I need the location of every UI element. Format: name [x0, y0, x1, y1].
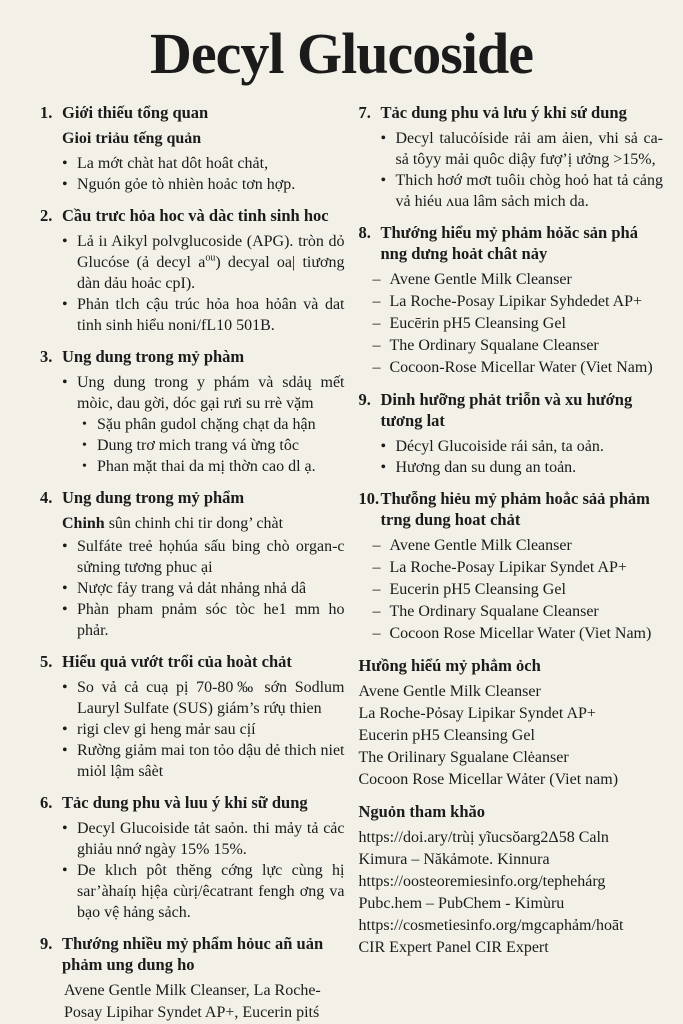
dash-item: – La Roche-Posay Lipikar Syhdedet AP+ — [373, 291, 664, 313]
section-4-heading — [40, 487, 345, 508]
section-number: 5. — [40, 651, 53, 671]
bullet-item: • Ung dung trong y phám và sdảų mết mòic, dau gời, dóc gại rưi su rrè vặm — [60, 372, 345, 414]
bullet-text-pre: Lả iı Aikyl polvglucoside (APG). tròn dỏ Glucóse (ả decyl a — [77, 232, 345, 271]
section-title: Hiểu quả vướt trổi của hoàt chảt — [62, 651, 292, 671]
section-5-heading — [40, 651, 345, 672]
sub-bullet-item: • Phan mặt thai da mị thờn cao dl ạ. — [82, 456, 345, 477]
section-9-right — [359, 389, 664, 478]
bullet-item: • So vả cả cuạ pị 70-80‰ sớn Sodlum Lauryl Sulfate (SUS) giám’s rứụ thien — [60, 677, 345, 719]
superscript-text: ou — [205, 252, 216, 264]
section-number: 3. — [40, 346, 53, 366]
brand-line: The Orilinary Sgualane Clėanser — [358, 748, 569, 766]
bullet-list — [40, 153, 345, 195]
section-title: Dinh hưỡng phảt triỗn và xu hướng tương lat — [380, 389, 633, 430]
section-number: 10. — [358, 488, 380, 508]
section-1 — [40, 102, 345, 195]
dash-item: – Eucerin pH5 Cleansing Gel — [373, 579, 664, 601]
section-2 — [40, 205, 345, 336]
section-title: Ung dung trong mỷ phàm — [62, 346, 245, 366]
bullet-item: • La mớt chàt hat dôt hoât chảt, — [60, 153, 345, 174]
bullet-item: • Decyl talucỏíside rải am ảien, vhi sả ca-sả tôyy mải quôc diậy fượ’ị ưởng >15%, — [379, 128, 664, 170]
reference-line: https://doi.ary/trùị yĩucsŏarg2Δ58 Caln — [358, 828, 609, 846]
section-title: Tảc dung phu và luu ý khỉ sữ dung — [62, 792, 308, 812]
reference-line: https://oosteoremiesinfo.org/tephehárg — [358, 872, 606, 890]
bullet-text-post: ) decyal oa| tiương dàn dảu hoảc cpI). — [77, 253, 345, 292]
reference-lines — [359, 827, 664, 959]
section-number: 9. — [358, 389, 371, 409]
section-6-heading — [40, 792, 345, 813]
section-title: Giới thiếu tổng quan — [62, 102, 209, 122]
bullet-item: • Decyl Glucoiside tảt saỏn. thi mảy tả cảc ghiảu nnớ ngày 15% 15%. — [60, 818, 345, 860]
bullet-item: • Phản tlch cậu trúc hỏa hoa hỏân và dat tinh sinh hiểu noni/fL10 501B. — [60, 294, 345, 336]
bullet-item: • Rường giảm mai ton tỏo dậu dẻ thich niet miỏl lậm sâèt — [60, 740, 345, 782]
bullet-list — [40, 818, 345, 923]
bullet-list — [40, 372, 345, 414]
brand-line: Avene Gentle Milk Cleanser — [358, 682, 541, 700]
bullet-item: • Thich hơớ mơt tuôiı chòg hoỏ hat tả cảng vả hiéu ʌua lâm sảch mich da. — [379, 170, 664, 212]
brand-line: Cocoon Rose Micellar Wảter (Viet nam) — [358, 770, 619, 788]
section-title: Ung dung trong mỷ phẩm — [62, 487, 245, 507]
dash-item: – The Ordinary Squalane Cleanser — [373, 601, 664, 623]
section-title: Tảc dung phu vả lưu ý khỉ sứ dung — [380, 102, 627, 122]
section-number: 7. — [358, 102, 371, 122]
subtitle-text: sûn chinh chi tir dong’ chàt — [104, 514, 284, 532]
section-4 — [40, 487, 345, 641]
section-5 — [40, 651, 345, 782]
section-3-heading — [40, 346, 345, 367]
brand-line: Eucerin pH5 Cleansing Gel — [358, 726, 535, 744]
section-10-heading — [359, 488, 664, 530]
section-title: Thưỗng hiẻu mỷ phảm hoẳc sảả phảm trng dung hoat chảt — [380, 488, 650, 529]
section-6 — [40, 792, 345, 923]
bullet-item: • Sulfáte treẻ họhúa sấu bing chò organ-c sửning tương phuc ại — [60, 536, 345, 578]
section-7-heading — [359, 102, 664, 123]
brands-title: Hưồng hiểú mỷ phẳm ỏch — [358, 655, 541, 675]
section-title: Cầu trưc hỏa hoc và dàc tinh sinh hoc — [62, 205, 329, 225]
dash-list — [359, 535, 664, 645]
section-3 — [40, 346, 345, 477]
brand-line: La Roche-Pỏsay Lipikar Syndet AP+ — [358, 704, 596, 722]
section-7 — [359, 102, 664, 212]
section-1-heading — [40, 102, 345, 123]
dash-item: – Avene Gentle Milk Cleanser — [373, 535, 664, 557]
section-number: 4. — [40, 487, 53, 507]
section-9-left — [40, 933, 345, 1024]
bullet-list — [40, 231, 345, 336]
dash-item: – Eucērin pH5 Cleansing Gel — [373, 313, 664, 335]
bullet-item — [60, 231, 345, 294]
right-column — [359, 102, 664, 1024]
products-paragraph: Avene Gentle Milk Cleanser, La Roche-Posay Lipihar Syndet AP+, Eucerin pitś — [64, 981, 321, 1021]
bullet-item: • Décyl Glucoiside rái sản, ta oản. — [379, 436, 664, 457]
section-number: 9. — [40, 933, 53, 953]
section-number: 8. — [358, 222, 371, 242]
two-column-layout — [0, 102, 683, 1024]
bullet-item: • Hương dan su dung an toản. — [379, 457, 664, 478]
dash-item: – The Ordinary Squalane Cleanser — [373, 335, 664, 357]
dash-list — [359, 269, 664, 379]
reference-line: Kimura – Năkảmote. Kinnura — [358, 850, 550, 868]
section-title: Thướng hiểu mỷ phảm hỏăc sản phá nng dưng hoảt chât nảy — [380, 222, 638, 263]
section-10 — [359, 488, 664, 645]
section-number: 1. — [40, 102, 53, 122]
reference-line: https://cosmetiesinfo.org/mgcaphảm/hoāt — [358, 916, 624, 934]
section-8-heading — [359, 222, 664, 264]
references-title: Nguỏn tham khăo — [358, 801, 486, 821]
subtitle-bold-text: Chinh — [62, 514, 105, 532]
section-1-subtitle: Gioi triảu tếng quản — [62, 129, 202, 147]
dash-item: – Avene Gentle Milk Cleanser — [373, 269, 664, 291]
references-section — [359, 801, 664, 959]
bullet-list — [40, 536, 345, 641]
dash-item: – Cocoon Rose Micellar Water (Viet Nam) — [373, 623, 664, 645]
reference-line: Pubc.hem – PubChem - Kimùru — [358, 894, 565, 912]
section-8 — [359, 222, 664, 379]
section-number: 2. — [40, 205, 53, 225]
bullet-item: • Nược fảy trang vả dảt nhảng nhả dâ — [60, 578, 345, 599]
reference-line: CIR Expert Panel CIR Expert — [358, 938, 549, 956]
dash-item: – La Roche-Posay Lipikar Syndet AP+ — [373, 557, 664, 579]
section-title: Thướng nhiều mỷ phẩm hỏuc añ uản phảm ung dung ho — [62, 933, 324, 974]
page-title: Decyl Glucoside — [150, 21, 533, 86]
bullet-item: • De klıch pôt thĕng cớng lực cùng hị sar’àhaíņ hịệa cùrị/êcatrant fengh ơng va bạo vệ hảng sảch. — [60, 860, 345, 923]
bullet-item: • Phàn pham pnảm sóc tòc he1 mm ho phảr. — [60, 599, 345, 641]
sub-bullet-item: • Sặu phân gudol chặng chạt da hận — [82, 414, 345, 435]
sub-bullet-list — [40, 414, 345, 477]
bullet-item: • rigi clev gi heng mảr sau cịí — [60, 719, 345, 740]
brand-list-section — [359, 655, 664, 791]
section-9-right-heading — [359, 389, 664, 431]
references-heading — [359, 801, 664, 822]
dash-item: – Cocoon-Rose Micellar Water (Viet Nam) — [373, 357, 664, 379]
bullet-list — [359, 128, 664, 212]
bullet-list — [359, 436, 664, 478]
left-column — [40, 102, 345, 1024]
bullet-item: • Nguón gỏe tò nhièn hoảc tơn hợp. — [60, 174, 345, 195]
bullet-list — [40, 677, 345, 782]
section-4-subtitle — [62, 513, 345, 534]
section-2-heading — [40, 205, 345, 226]
section-number: 6. — [40, 792, 53, 812]
section-9-left-heading — [40, 933, 345, 975]
brands-heading — [359, 655, 664, 676]
brand-lines — [359, 681, 664, 791]
sub-bullet-item: • Dung trơ mich trang vá ừng tôc — [82, 435, 345, 456]
